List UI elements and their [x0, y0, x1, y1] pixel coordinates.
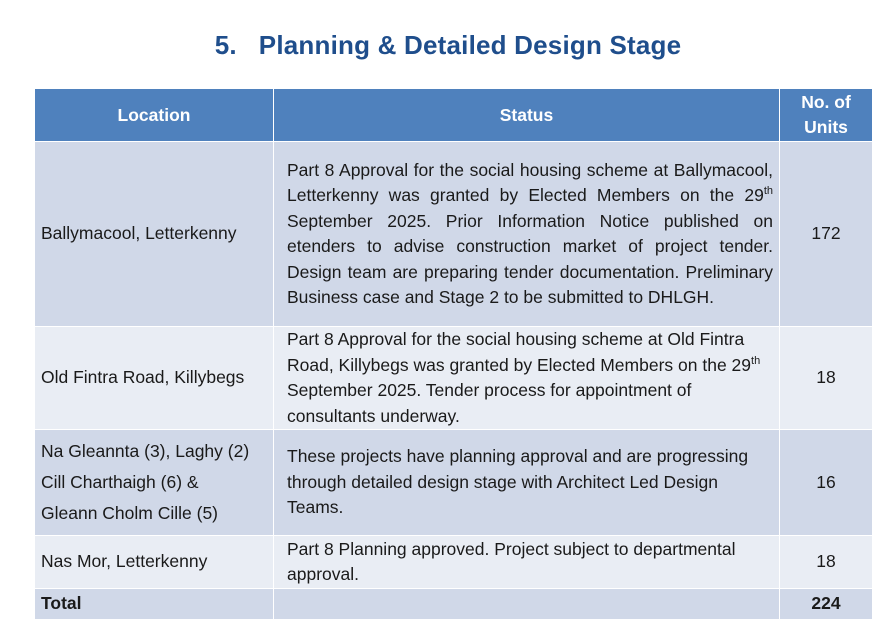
table-row	[35, 536, 873, 589]
total-status-cell	[274, 589, 780, 620]
header-units-line2: Units	[804, 117, 848, 137]
header-status: Status	[274, 89, 780, 142]
table-row	[35, 142, 873, 327]
location-cell: Ballymacool, Letterkenny	[35, 142, 274, 327]
status-cell	[274, 327, 780, 430]
total-units: 224	[780, 589, 873, 620]
ordinal-suffix: th	[763, 185, 773, 198]
units-cell: 172	[780, 142, 873, 327]
section-number: 5.	[214, 30, 237, 60]
status-cell	[274, 142, 780, 327]
location-cell: Old Fintra Road, Killybegs	[35, 327, 274, 430]
header-location: Location	[35, 89, 274, 142]
section-heading	[0, 30, 896, 61]
table-row	[35, 430, 873, 536]
header-units-line1: No. of	[801, 92, 851, 112]
location-line: Na Gleannta (3), Laghy (2)	[41, 441, 250, 461]
location-line: Gleann Cholm Cille (5)	[41, 503, 219, 523]
status-text-continued: September 2025. Prior Information Notice published on etenders to advise construction market of project tender. Design team are preparing tender documentation. Preliminary Business case and Stage 2 to be submitted to DHLGH.	[287, 210, 773, 307]
status-text: Part 8 Approval for the social housing scheme at Ballymacool, Letterkenny was granted by Elected Members on the 29	[287, 159, 773, 205]
status-cell: These projects have planning approval and are progressing through detailed design stage with Architect Led Design Teams.	[274, 430, 780, 536]
header-units	[780, 89, 873, 142]
total-row	[35, 589, 873, 620]
planning-design-table	[34, 88, 873, 620]
section-title: Planning & Detailed Design Stage	[258, 30, 682, 60]
header-row	[35, 89, 873, 142]
units-cell: 18	[780, 327, 873, 430]
ordinal-suffix: th	[751, 354, 761, 367]
status-cell: Part 8 Planning approved. Project subject to departmental approval.	[274, 536, 780, 589]
table-row	[35, 327, 873, 430]
units-cell: 18	[780, 536, 873, 589]
units-cell: 16	[780, 430, 873, 536]
location-cell: Nas Mor, Letterkenny	[35, 536, 274, 589]
status-text: Part 8 Approval for the social housing scheme at Old Fintra Road, Killybegs was granted by Elected Members on the 29	[287, 329, 752, 375]
status-text-continued: September 2025. Tender process for appointment of consultants underway.	[287, 380, 692, 426]
location-cell	[35, 430, 274, 536]
total-label: Total	[35, 589, 274, 620]
location-line: Cill Charthaigh (6) &	[41, 472, 199, 492]
